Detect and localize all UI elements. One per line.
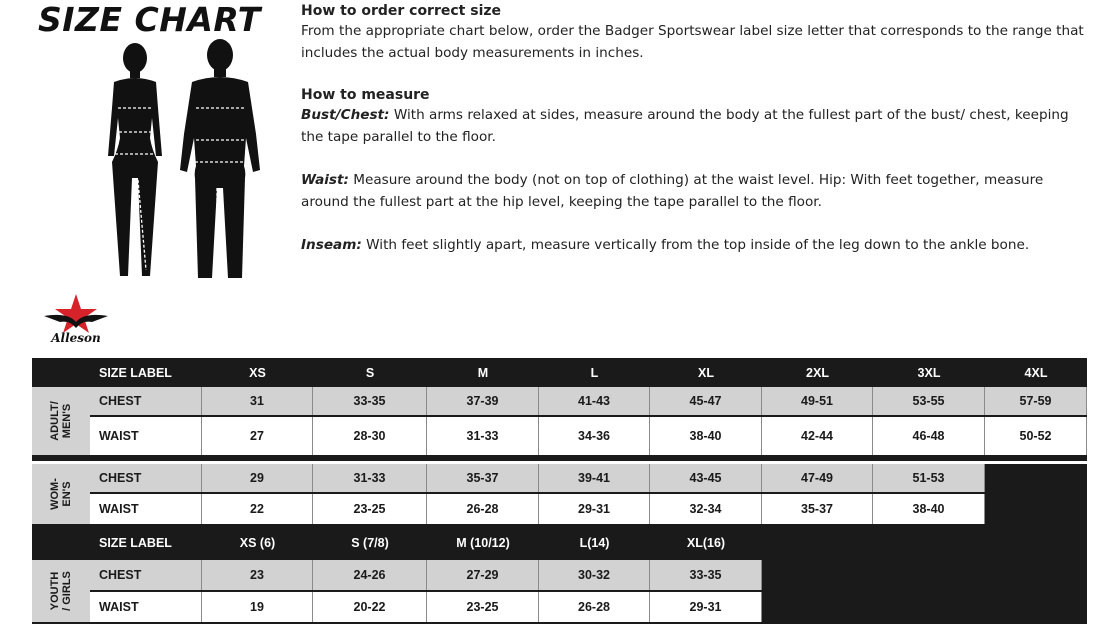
- page-title: SIZE CHART: [38, 0, 261, 39]
- body-measurement-figures-icon: [100, 38, 270, 288]
- order-text: From the appropriate chart below, order the Badger Sportswear label size letter that corresponds to the range that includes the actual body measurements in inches.: [301, 23, 1084, 61]
- youth-girls-group-label: YOUTH / GIRLS: [32, 560, 90, 622]
- adult-header-row: [32, 360, 1087, 385]
- bust-term: Bust/Chest:: [301, 107, 390, 123]
- order-heading: How to order correct size: [301, 3, 502, 19]
- star-logo-icon: [38, 292, 114, 350]
- size-instructions: [301, 2, 1091, 257]
- waist-text: Measure around the body (not on top of clothing) at the waist level. Hip: With feet together, measure around the fullest part at the hip level, keeping the tape parallel to the floor.: [301, 172, 1044, 210]
- table-row: WAIST 19 20-22 23-25 26-28 29-31: [90, 592, 762, 622]
- waist-paragraph: [301, 170, 1091, 213]
- table-row: WAIST 22 23-25 26-28 29-31 32-34 35-37 38-40: [90, 494, 985, 524]
- table-row: CHEST 31 33-35 37-39 41-43 45-47 49-51 53-55 57-59: [90, 387, 1087, 415]
- header-size-label: SIZE LABEL: [90, 528, 202, 558]
- table-row: CHEST 29 31-33 35-37 39-41 43-45 47-49 51-53: [90, 464, 985, 492]
- bust-text: With arms relaxed at sides, measure around the body at the fullest part of the bust/ chest, keeping the tape parallel to the floor.: [301, 107, 1069, 145]
- inseam-term: Inseam:: [301, 237, 362, 253]
- header-size: XS: [202, 360, 313, 385]
- logo-text: Alleson: [51, 331, 101, 345]
- header-size: S: [313, 360, 427, 385]
- measure-heading: How to measure: [301, 87, 430, 103]
- bust-paragraph: [301, 105, 1091, 148]
- size-table: [32, 358, 1087, 624]
- header-size: 2XL: [762, 360, 873, 385]
- waist-term: Waist:: [301, 172, 349, 188]
- header-size: M: [427, 360, 539, 385]
- table-row: CHEST 23 24-26 27-29 30-32 33-35: [90, 560, 762, 590]
- inseam-paragraph: [301, 235, 1091, 257]
- header-size: 3XL: [873, 360, 985, 385]
- header-size: XL: [650, 360, 762, 385]
- table-row: WAIST 27 28-30 31-33 34-36 38-40 42-44 46-48 50-52: [90, 417, 1087, 455]
- youth-header-row: [32, 528, 762, 558]
- header-size: L(14): [539, 528, 650, 558]
- womens-group-label: WOM- EN'S: [32, 464, 90, 524]
- header-size: S (7/8): [313, 528, 427, 558]
- header-size: L: [539, 360, 650, 385]
- header-size-label: SIZE LABEL: [90, 360, 202, 385]
- inseam-text: With feet slightly apart, measure vertically from the top inside of the leg down to the ankle bone.: [361, 237, 1030, 253]
- header-size: 4XL: [985, 360, 1087, 385]
- header-size: XS (6): [202, 528, 313, 558]
- adult-mens-group-label: ADULT/ MEN'S: [32, 387, 90, 455]
- header-size: XL(16): [650, 528, 762, 558]
- header-size: M (10/12): [427, 528, 539, 558]
